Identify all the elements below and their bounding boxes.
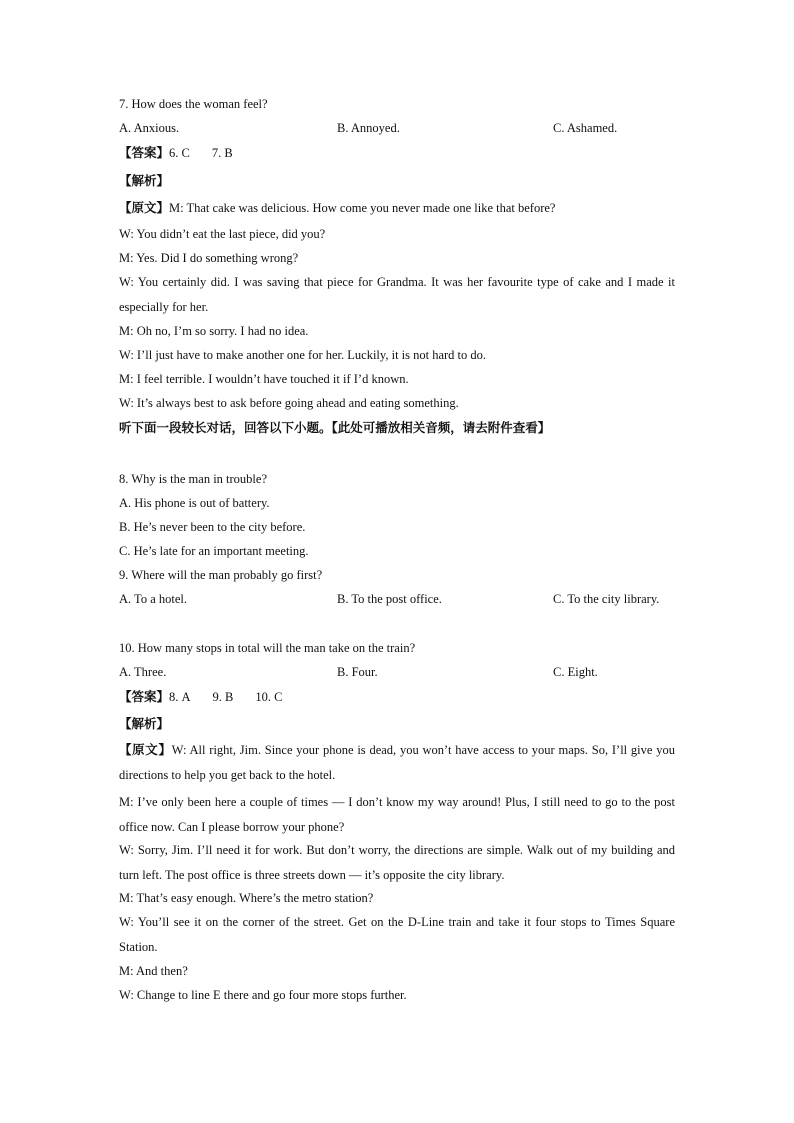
q9-option-b: B. To the post office. (337, 592, 442, 606)
q7-option-c: C. Ashamed. (553, 121, 618, 135)
transcript-line: M: Oh no, I’m so sorry. I had no idea. (119, 324, 309, 338)
transcript-line: W: You certainly did. I was saving that piece for Grandma. It was her favourite type of cake and I made it especially for her. (119, 275, 675, 314)
transcript-label: 【原文】 (119, 742, 172, 757)
analysis-label-1: 【解析】 (119, 173, 170, 188)
transcript-line: W: Sorry, Jim. I’ll need it for work. But don’t worry, the directions are simple. Walk out of my building and turn left. The post office is three streets down — it’s opposite the city library. (119, 843, 675, 882)
answer-line-2 (119, 689, 675, 705)
transcript-line: W: It’s always best to ask before going ahead and eating something. (119, 396, 459, 410)
transcript-line: W: You’ll see it on the corner of the street. Get on the D-Line train and take it four stops to Times Square Station. (119, 915, 675, 954)
transcript-label: 【原文】 (119, 200, 170, 215)
analysis-label-2: 【解析】 (119, 716, 170, 731)
transcript-line: W: Change to line E there and go four more stops further. (119, 988, 407, 1002)
q10-option-a: A. Three. (119, 665, 167, 679)
question-10-stem: 10. How many stops in total will the man take on the train? (119, 641, 416, 655)
transcript-line: M: I’ve only been here a couple of times — I don’t know my way around! Plus, I still need to go to the post office now. Can I please borrow your phone? (119, 795, 675, 834)
answer-label: 【答案】 (119, 145, 170, 160)
q10-option-b: B. Four. (337, 665, 378, 679)
transcript-line: 【原文】W: All right, Jim. Since your phone is dead, you won’t have access to your maps. So, I’ll give you directions to help you get back to the hotel. (119, 742, 675, 782)
q9-option-a: A. To a hotel. (119, 592, 187, 606)
answer-label: 【答案】 (119, 689, 170, 704)
transcript-line: 【原文】M: That cake was delicious. How come you never made one like that before? (119, 200, 556, 215)
question-8-stem: 8. Why is the man in trouble? (119, 472, 268, 486)
listening-instruction: 听下面一段较长对话，回答以下小题。【此处可播放相关音频，请去附件查看】 (119, 420, 551, 435)
q8-option-c: C. He’s late for an important meeting. (119, 544, 309, 558)
answer-item: 6. C (169, 146, 190, 160)
question-9-stem: 9. Where will the man probably go first? (119, 568, 323, 582)
q7-option-b: B. Annoyed. (337, 121, 400, 135)
answer-item: 7. B (211, 146, 233, 160)
q9-option-c: C. To the city library. (553, 592, 660, 606)
question-7-stem: 7. How does the woman feel? (119, 97, 268, 111)
transcript-line: M: That’s easy enough. Where’s the metro station? (119, 891, 374, 905)
q7-option-a: A. Anxious. (119, 121, 180, 135)
q10-option-c: C. Eight. (553, 665, 598, 679)
transcript-line: W: I’ll just have to make another one for her. Luckily, it is not hard to do. (119, 348, 487, 362)
q8-option-a: A. His phone is out of battery. (119, 496, 270, 510)
transcript-line: M: I feel terrible. I wouldn’t have touched it if I’d known. (119, 372, 409, 386)
transcript-line: M: And then? (119, 964, 188, 978)
transcript-line: W: You didn’t eat the last piece, did you? (119, 227, 326, 241)
answer-item: 9. B (212, 690, 234, 704)
answer-line-1 (119, 145, 675, 161)
answer-item: 10. C (255, 690, 283, 704)
answer-item: 8. A (169, 690, 191, 704)
transcript-line: M: Yes. Did I do something wrong? (119, 251, 299, 265)
q8-option-b: B. He’s never been to the city before. (119, 520, 306, 534)
